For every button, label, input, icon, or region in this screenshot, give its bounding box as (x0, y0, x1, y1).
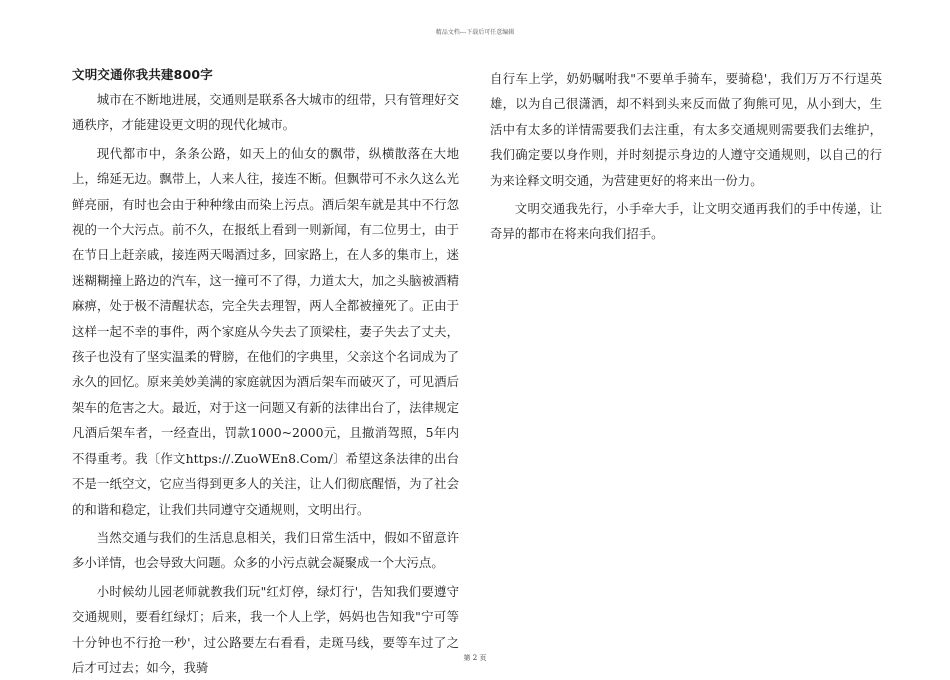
page-header: 精品文档---下载后可任意编辑 (435, 29, 515, 36)
paragraph: 当然交通与我们的生活息息相关，我们日常生活中，假如不留意许多小详情，也会导致大问题。众多的小污点就会凝聚成一个大污点。 (72, 529, 459, 571)
paragraph: 文明交通我先行，小手牵大手，让文明交通再我们的手中传递，让奇异的都市在将来向我们招手。 (490, 201, 882, 242)
page-number: 第 2 页 (463, 654, 487, 662)
paragraph: 现代都市中，条条公路，如天上的仙女的飘带，纵横散落在大地上，绵延无边。飘带上，人来人往，接连不断。但飘带可不永久这么光鲜亮丽，有时也会由于种种缘由而染上污点。酒后架车就是其中不行忽视的一个大污点。前不久，在报纸上看到一则新闻，有二位男士，由于在节日上赶亲戚，接连两天喝酒过多，回家路上，在人多的集市上，迷迷糊糊撞上路边的汽车，这一撞可不了得，力道太大，加之头脑被酒精麻痹，处于极不清醒状态，完全失去理智，两人全都被撞死了。正由于这样一起不幸的事件，两个家庭从今失去了顶梁柱，妻子失去了丈夫，孩子也没有了坚实温柔的臂膀，在他们的字典里，父亲这个名词成为了永久的回忆。原来美妙美满的家庭就因为酒后架车而破灭了，可见酒后架车的危害之大。最近，对于这一问题又有新的法律出台了，法律规定凡酒后架车者，一经查出，罚款1000~2000元，且撤消驾照，5年内不得重考。我〔作文https://.ZuoWEn8.Com/〕希望这条法律的出台不是一纸空文，它应当得到更多人的关注，让人们彻底醒悟，为了社会的和谐和稳定，让我们共同遵守交通规则，文明出行。 (72, 145, 459, 517)
right-column (490, 66, 882, 247)
paragraph: 小时候幼儿园老师就教我们玩"红灯停，绿灯行'，告知我们要遵守交通规则，要看红绿灯；后来，我一个人上学，妈妈也告知我"宁可等十分钟也不行抢一秒'，过公路要左右看看，走斑马线，要等车过了之后才可过去；如今，我骑 (72, 583, 459, 675)
article-title: 文明交通你我共建800字 (72, 67, 213, 82)
left-column (72, 66, 459, 680)
paragraph: 城市在不断地进展，交通则是联系各大城市的纽带，只有管理好交通秩序，才能建设更文明的现代化城市。 (72, 92, 459, 133)
paragraph-continued: 自行车上学，奶奶嘱咐我"不要单手骑车，要骑稳'，我们万万不行逞英雄，以为自己很潇洒，却不料到头来反而做了狗熊可见，从小到大，生活中有太多的详情需要我们去注重，有太多交通规则需要我们去维护，我们确定要以身作则，并时刻提示身边的人遵守交通规则，以自己的行为来诠释文明交通，为营建更好的将来出一份力。 (490, 71, 882, 188)
